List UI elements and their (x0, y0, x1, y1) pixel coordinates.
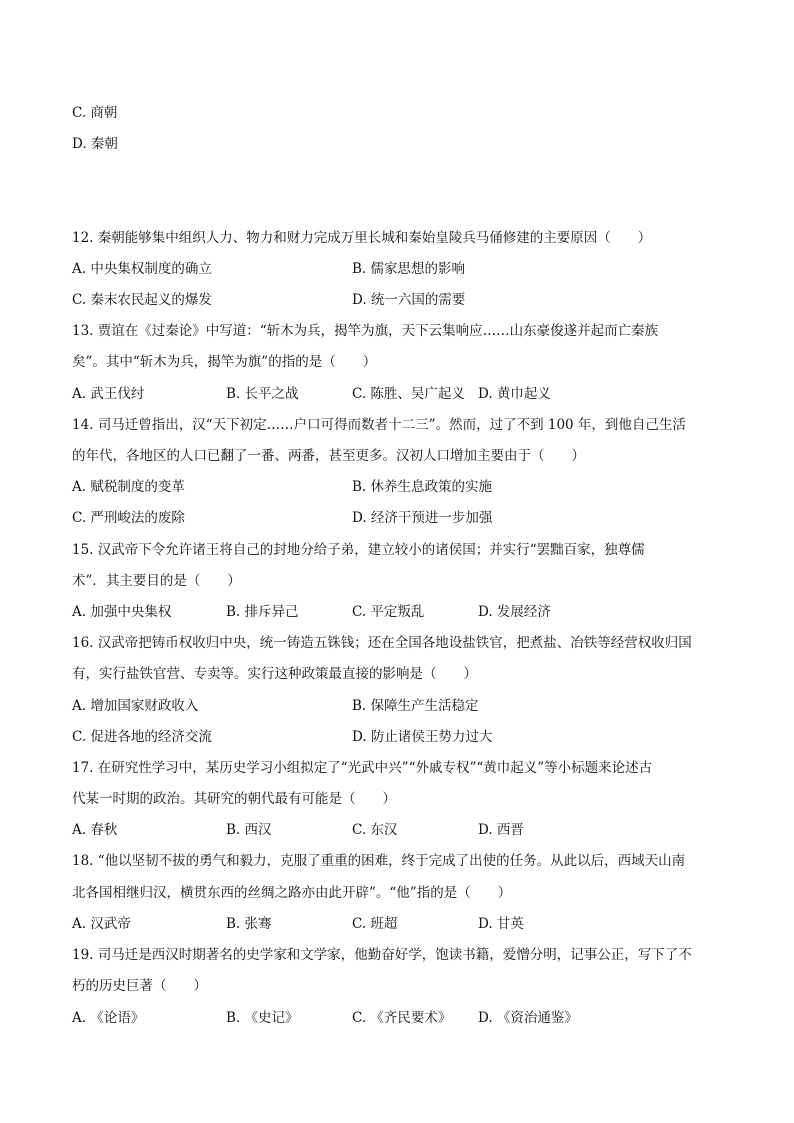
question-16-option-d: D. 防止诸侯王势力过大 (352, 729, 493, 745)
question-18-option-b: B. 张骞 (226, 916, 272, 932)
question-12-option-b: B. 儒家思想的影响 (352, 261, 466, 277)
question-18-stem-line2: 北各国相继归汉，横贯东西的丝绸之路亦由此开辟”。“他”指的是（ ） (72, 885, 512, 901)
question-14-option-c: C. 严刑峻法的废除 (72, 510, 185, 526)
question-18-option-a: A. 汉武帝 (72, 916, 131, 932)
question-15-stem-line2: 术”．其主要目的是（ ） (72, 573, 241, 589)
prev-option-c: C. 商朝 (72, 105, 118, 121)
question-17-option-a: A. 春秋 (72, 822, 118, 838)
question-19-option-c: C. 《齐民要术》 (352, 1010, 452, 1026)
question-16-option-b: B. 保障生产生活稳定 (352, 698, 479, 714)
question-15-option-c: C. 平定叛乱 (352, 604, 425, 620)
question-16-stem-line2: 有，实行盐铁官营、专卖等。实行这种政策最直接的影响是（ ） (72, 666, 477, 682)
question-19-option-b: B. 《史记》 (226, 1010, 299, 1026)
question-14-stem-line2: 的年代，各地区的人口已翻了一番、两番，甚至更多。汉初人口增加主要由于（ ） (72, 448, 585, 464)
question-14-option-b: B. 休养生息政策的实施 (352, 479, 493, 495)
question-18-option-c: C. 班超 (352, 916, 398, 932)
question-18-stem-line1: 18. “他以坚韧不拔的勇气和毅力，克服了重重的困难，终于完成了出使的任务。从此以后，西域天山南 (72, 853, 686, 869)
question-14-option-d: D. 经济干预进一步加强 (352, 510, 493, 526)
question-12-option-a: A. 中央集权制度的确立 (72, 261, 212, 277)
question-13-stem-line1: 13. 贾谊在《过秦论》中写道：“斩木为兵，揭竿为旗，天下云集响应……山东豪俊遂并起而亡秦族 (72, 323, 659, 339)
question-15-option-a: A. 加强中央集权 (72, 604, 172, 620)
question-15-option-d: D. 发展经济 (478, 604, 551, 620)
prev-option-d: D. 秦朝 (72, 136, 118, 152)
question-17-option-d: D. 西晋 (478, 822, 524, 838)
question-15-stem-line1: 15. 汉武帝下令允许诸王将自己的封地分给子弟，建立较小的诸侯国；并实行“罢黜百家，独尊儒 (72, 542, 645, 558)
question-17-stem-line2: 代某一时期的政治。其研究的朝代最有可能是（ ） (72, 791, 396, 807)
question-16-option-c: C. 促进各地的经济交流 (72, 729, 212, 745)
question-19-stem-line2: 朽的历史巨著（ ） (72, 978, 207, 994)
question-14-option-a: A. 赋税制度的变革 (72, 479, 185, 495)
question-18-option-d: D. 甘英 (478, 916, 524, 932)
question-13-option-b: B. 长平之战 (226, 386, 299, 402)
question-13-option-d: D. 黄巾起义 (478, 386, 551, 402)
question-13-option-c: C. 陈胜、吴广起义 (352, 386, 465, 402)
question-19-stem-line1: 19. 司马迁是西汉时期著名的史学家和文学家，他勤奋好学，饱读书籍，爱憎分明，记事公正，写下了不 (72, 947, 692, 963)
question-14-stem-line1: 14. 司马迁曾指出，汉“天下初定……户口可得而数者十二三”。然而，过了不到 100 年，到他自己生活 (72, 417, 686, 433)
question-17-stem-line1: 17. 在研究性学习中，某历史学习小组拟定了“光武中兴”“外戚专权”“黄巾起义”等小标题来论述古 (72, 760, 653, 776)
question-12-option-d: D. 统一六国的需要 (352, 292, 466, 308)
question-16-option-a: A. 增加国家财政收入 (72, 698, 199, 714)
question-12-stem: 12. 秦朝能够集中组织人力、物力和财力完成万里长城和秦始皇陵兵马俑修建的主要原因（ ） (72, 230, 652, 246)
question-19-option-a: A. 《论语》 (72, 1010, 145, 1026)
question-15-option-b: B. 排斥异己 (226, 604, 299, 620)
question-12-option-c: C. 秦末农民起义的爆发 (72, 292, 212, 308)
question-17-option-b: B. 西汉 (226, 822, 272, 838)
question-17-option-c: C. 东汉 (352, 822, 398, 838)
question-13-stem-line2: 矣”。其中“斩木为兵，揭竿为旗”的指的是（ ） (72, 354, 377, 370)
question-13-option-a: A. 武王伐纣 (72, 386, 145, 402)
question-19-option-d: D. 《资治通鉴》 (478, 1010, 578, 1026)
question-16-stem-line1: 16. 汉武帝把铸币权收归中央，统一铸造五铢钱；还在全国各地设盐铁官，把煮盐、冶铁等经营权收归国 (72, 635, 692, 651)
